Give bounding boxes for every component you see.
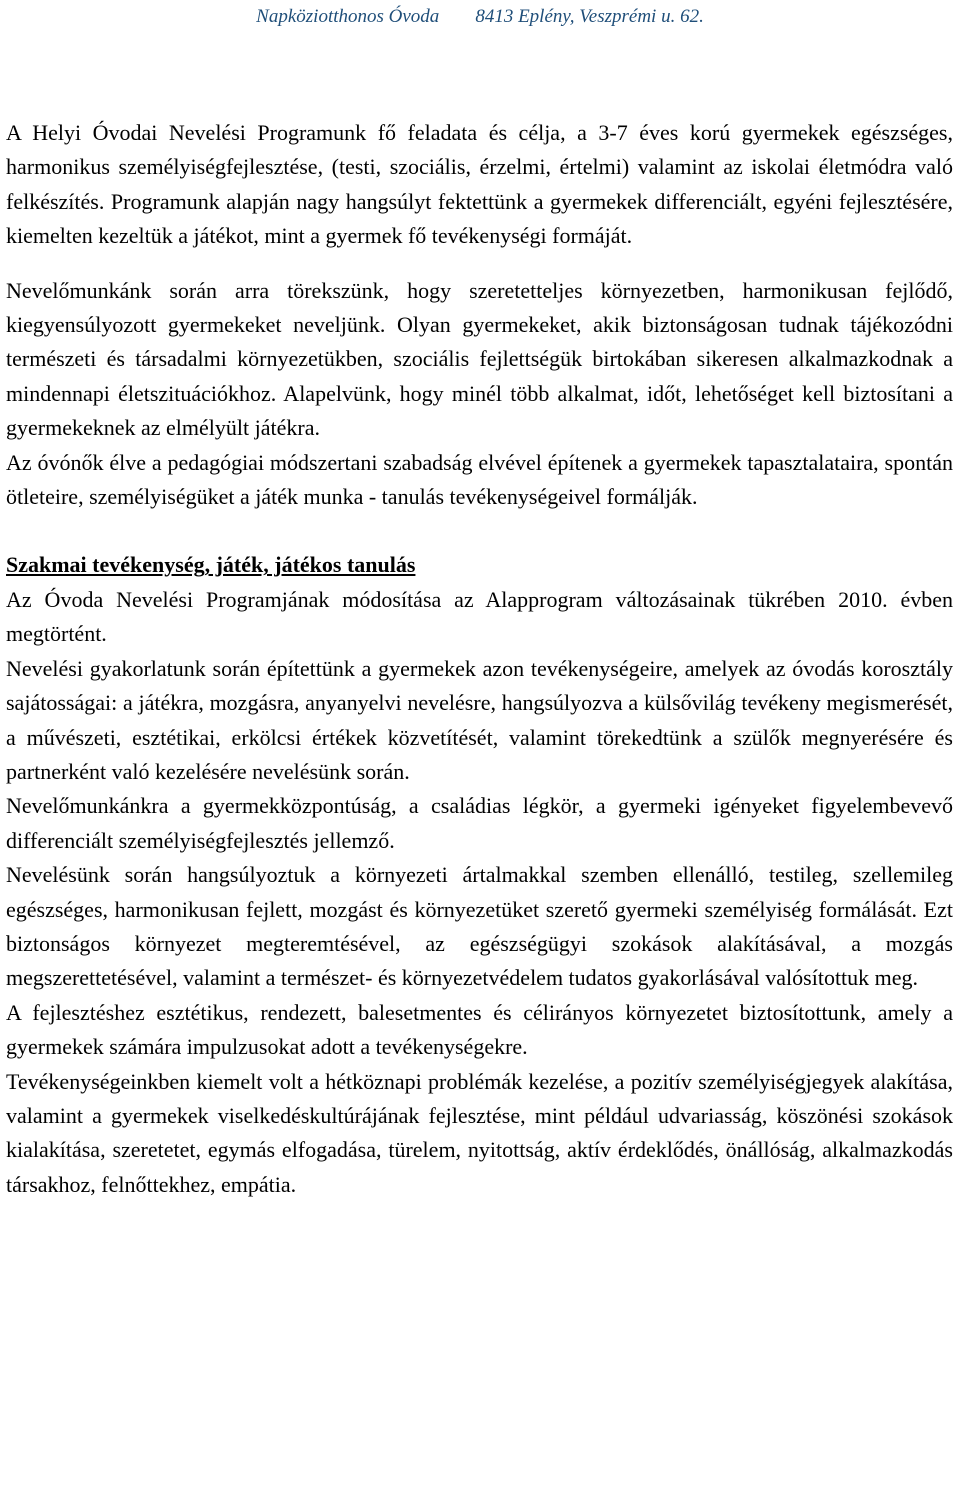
paragraph-program-modification: Az Óvoda Nevelési Programjának módosítása az Alapprogram változásainak tükrében 2010. évben megtörtént. <box>6 586 953 647</box>
paragraph-practice: Nevelési gyakorlatunk során építettünk a gyermekek azon tevékenységeire, amelyek az óvodás korosztály sajátosságai: a játékra, mozgásra, anyanyelvi nevelésre, hangsúlyozva a külsővilág tevékeny megismerését, a művészeti, esztétikai, erkölcsi értékek közvetítését, valamint törekedtünk a szülők megnyerésére és partnerként való kezelésére nevelésünk során. <box>6 655 953 784</box>
paragraph-program-goals: A Helyi Óvodai Nevelési Programunk fő feladata és célja, a 3-7 éves korú gyermekek egészséges, harmonikus személyiségfejlesztése, (testi, szociális, érzelmi, értelmi) valamint az iskolai életmódra való felkészítés. Programunk alapján nagy hangsúlyt fektettünk a gyermekek differenciált, egyéni fejlesztésére, kiemelten kezeltük a játékot, mint a gyermek fő tevékenységi formáját. <box>6 120 953 249</box>
header-org-name: Napköziotthonos Óvoda <box>256 6 440 27</box>
section-heading: Szakmai tevékenység, játék, játékos tanulás <box>6 552 416 578</box>
page-header <box>0 4 960 30</box>
paragraph-education-aims: Nevelőmunkánk során arra törekszünk, hogy szeretetteljes környezetben, harmonikusan fejlődő, kiegyensúlyozott gyermekeket neveljünk. Olyan gyermekeket, akik biztonságosan tudnak tájékozódni természeti és társadalmi környezetükben, szociális fejlettségük birtokában sikeresen alkalmazkodnak a mindennapi életszituációkhoz. Alapelvünk, hogy minél több alkalmat, időt, lehetőséget kell biztosítani a gyermekeknek az elmélyült játékra. <box>6 277 953 441</box>
paragraph-health: Nevelésünk során hangsúlyoztuk a környezeti ártalmakkal szemben ellenálló, testileg, szellemileg egészséges, harmonikusan fejlett, mozgást és környezetüket szerető gyermeki személyiség formálását. Ezt biztonságos környezet megteremtésével, az egészségügyi szokások alakításával, a mozgás megszerettetésével, valamint a természet- és környezetvédelem tudatos gyakorlásával valósítottuk meg. <box>6 862 953 991</box>
paragraph-environment: A fejlesztéshez esztétikus, rendezett, balesetmentes és célirányos környezetet biztosítottunk, amely a gyermekek számára impulzusokat adott a tevékenységekre. <box>6 999 953 1060</box>
paragraph-activities: Tevékenységeinkben kiemelt volt a hétköznapi problémák kezelése, a pozitív személyiségjegyek alakítása, valamint a gyermekek viselkedéskultúrájának fejlesztése, mint például udvariasság, köszönési szokások kialakítása, szeretetet, egymás elfogadása, türelem, nyitottság, aktív érdeklődés, önállóság, alkalmazkodás társakhoz, felnőttekhez, empátia. <box>6 1068 953 1197</box>
header-address: 8413 Eplény, Veszprémi u. 62. <box>475 6 704 27</box>
paragraph-child-centered: Nevelőmunkánkra a gyermekközpontúság, a családias légkör, a gyermeki igényeket figyelembevevő differenciált személyiségfejlesztés jellemző. <box>6 793 953 853</box>
paragraph-teachers: Az óvónők élve a pedagógiai módszertani szabadság elvével építenek a gyermekek tapasztalataira, spontán ötleteire, személyiségüket a játék munka - tanulás tevékenységeivel formálják. <box>6 449 953 510</box>
document-body <box>6 116 953 1202</box>
